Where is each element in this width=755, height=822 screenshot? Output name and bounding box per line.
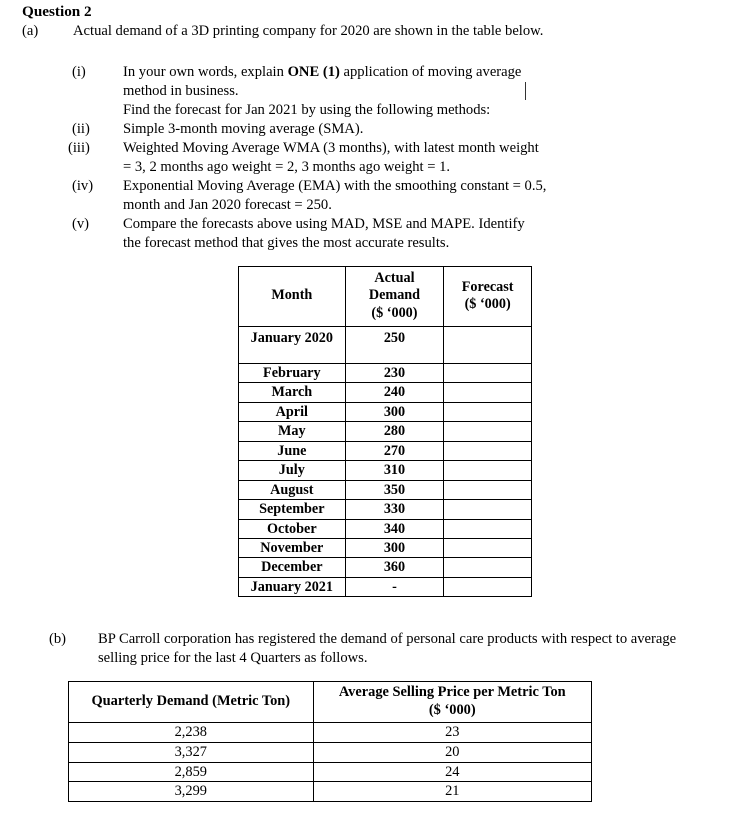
cell-forecast xyxy=(444,402,532,421)
quarterly-demand-table xyxy=(68,681,592,802)
list-item xyxy=(0,139,755,177)
table-row xyxy=(69,742,592,762)
cell-forecast xyxy=(444,326,532,363)
column-header-actual-demand xyxy=(345,267,444,327)
table-row xyxy=(239,326,532,363)
cell-forecast xyxy=(444,383,532,402)
list-item-line xyxy=(123,63,593,82)
cell-month: December xyxy=(239,558,346,577)
list-item-numeral: (v) xyxy=(72,215,90,232)
table-row xyxy=(239,500,532,519)
demand-table-body xyxy=(239,326,532,596)
part-b-label: (b) xyxy=(49,631,67,647)
list-item-line: method in business. xyxy=(123,82,239,99)
cell-month: February xyxy=(239,363,346,382)
part-b-line: selling price for the last 4 Quarters as follows. xyxy=(98,649,368,666)
header-line: Demand xyxy=(368,287,421,304)
cell-month: April xyxy=(239,402,346,421)
cell-actual: 240 xyxy=(345,383,444,402)
cell-actual: 270 xyxy=(345,441,444,460)
cell-forecast xyxy=(444,539,532,558)
table-row xyxy=(239,519,532,538)
table-header-row xyxy=(239,267,532,327)
table-row xyxy=(69,762,592,782)
cell-forecast xyxy=(444,519,532,538)
part-b-text xyxy=(98,630,738,668)
cell-month: January 2021 xyxy=(239,577,346,596)
column-header-month: Month xyxy=(239,267,346,327)
list-item-body xyxy=(123,177,593,215)
header-line: ($ ‘000) xyxy=(464,295,511,312)
cell-forecast xyxy=(444,577,532,596)
page-title: Question 2 xyxy=(22,3,92,20)
column-header-forecast xyxy=(444,267,532,327)
table-row xyxy=(239,383,532,402)
part-a-label: (a) xyxy=(22,23,39,39)
cell-selling-price: 23 xyxy=(313,723,591,743)
cell-actual: - xyxy=(345,577,444,596)
cell-selling-price: 21 xyxy=(313,782,591,802)
list-item-body xyxy=(123,139,593,177)
column-header-quarterly-demand: Quarterly Demand (Metric Ton) xyxy=(69,682,314,723)
table-row xyxy=(239,422,532,441)
list-item-line: Compare the forecasts above using MAD, MSE and MAPE. Identify xyxy=(123,215,525,232)
cell-month: November xyxy=(239,539,346,558)
cell-month: July xyxy=(239,461,346,480)
cell-actual: 280 xyxy=(345,422,444,441)
cell-month: October xyxy=(239,519,346,538)
list-item-line: month and Jan 2020 forecast = 250. xyxy=(123,196,332,213)
cell-actual: 340 xyxy=(345,519,444,538)
cell-forecast xyxy=(444,363,532,382)
demand-table xyxy=(238,266,532,597)
list-item-line: Weighted Moving Average WMA (3 months), with latest month weight xyxy=(123,139,539,156)
list-item-body xyxy=(123,120,593,139)
quarterly-table-body xyxy=(69,723,592,802)
table-row xyxy=(69,782,592,802)
cell-month: September xyxy=(239,500,346,519)
cell-forecast xyxy=(444,480,532,499)
part-b-line: BP Carroll corporation has registered the demand of personal care products with respect to average xyxy=(98,631,677,647)
header-line: Average Selling Price per Metric Ton xyxy=(338,684,566,700)
cell-month: January 2020 xyxy=(239,326,346,363)
cell-month: May xyxy=(239,422,346,441)
list-item-body xyxy=(123,63,593,120)
table-header-row xyxy=(69,682,592,723)
table-row xyxy=(239,539,532,558)
list-item xyxy=(0,120,755,139)
list-item-line: Find the forecast for Jan 2021 by using the following methods: xyxy=(123,101,491,118)
cell-forecast xyxy=(444,558,532,577)
cell-actual: 360 xyxy=(345,558,444,577)
part-a-item-list xyxy=(0,63,755,253)
table-row xyxy=(239,402,532,421)
table-row xyxy=(239,461,532,480)
cell-quarterly-demand: 2,238 xyxy=(69,723,314,743)
cell-selling-price: 20 xyxy=(313,742,591,762)
part-a-intro: Actual demand of a 3D printing company for 2020 are shown in the table below. xyxy=(73,23,544,39)
cell-actual: 330 xyxy=(345,500,444,519)
cell-actual: 300 xyxy=(345,402,444,421)
header-line: Actual xyxy=(374,270,415,286)
list-item-numeral: (iii) xyxy=(68,139,90,156)
cell-forecast xyxy=(444,461,532,480)
list-item xyxy=(0,215,755,253)
cell-month: August xyxy=(239,480,346,499)
cell-actual: 300 xyxy=(345,539,444,558)
list-item-body xyxy=(123,215,593,253)
list-item-numeral: (ii) xyxy=(72,120,90,137)
cell-forecast xyxy=(444,441,532,460)
cell-actual: 350 xyxy=(345,480,444,499)
cell-quarterly-demand: 3,299 xyxy=(69,782,314,802)
list-item xyxy=(0,63,755,120)
cell-actual: 250 xyxy=(345,326,444,363)
cell-selling-price: 24 xyxy=(313,762,591,782)
list-item-numeral: (i) xyxy=(72,64,86,80)
list-item-line: the forecast method that gives the most accurate results. xyxy=(123,234,450,251)
cell-month: March xyxy=(239,383,346,402)
cell-quarterly-demand: 3,327 xyxy=(69,742,314,762)
header-line: ($ ‘000) xyxy=(428,701,476,718)
line-text-post: application of moving average xyxy=(339,64,522,80)
list-item-numeral: (iv) xyxy=(72,177,94,194)
list-item-line: Simple 3-month moving average (SMA). xyxy=(123,120,364,137)
table-row xyxy=(239,480,532,499)
cell-actual: 310 xyxy=(345,461,444,480)
list-item xyxy=(0,177,755,215)
cell-quarterly-demand: 2,859 xyxy=(69,762,314,782)
table-row xyxy=(239,441,532,460)
cell-actual: 230 xyxy=(345,363,444,382)
list-item-line: = 3, 2 months ago weight = 2, 3 months ago weight = 1. xyxy=(123,158,451,175)
line-text-pre: In your own words, explain xyxy=(123,64,288,80)
line-text-bold: ONE (1) xyxy=(287,64,340,80)
cell-month: June xyxy=(239,441,346,460)
cell-forecast xyxy=(444,422,532,441)
column-header-average-selling-price xyxy=(313,682,591,723)
table-row xyxy=(239,558,532,577)
table-row xyxy=(239,363,532,382)
cell-forecast xyxy=(444,500,532,519)
header-line: Forecast xyxy=(461,278,514,295)
header-line: ($ ‘000) xyxy=(371,304,418,321)
list-item-line: Exponential Moving Average (EMA) with the smoothing constant = 0.5, xyxy=(123,177,547,194)
table-row xyxy=(69,723,592,743)
table-row xyxy=(239,577,532,596)
